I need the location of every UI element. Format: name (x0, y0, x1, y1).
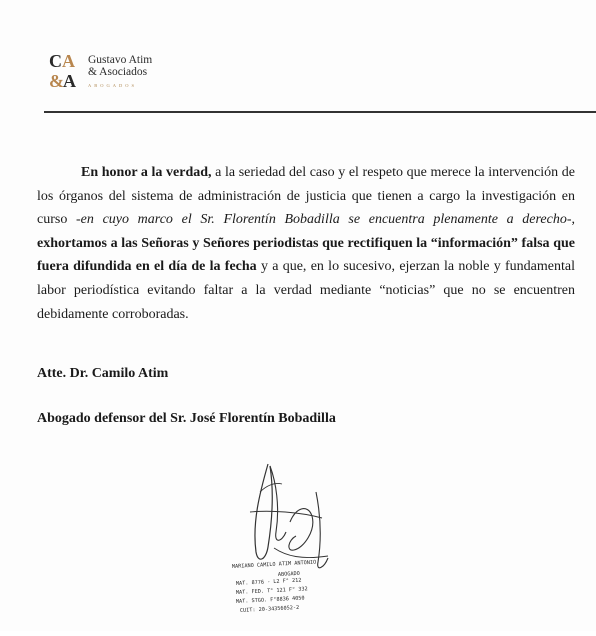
statement-paragraph (37, 161, 575, 326)
svg-text:C: C (49, 51, 62, 71)
svg-text:MAT. FED. T° 121 F° 332: MAT. FED. T° 121 F° 332 (235, 586, 308, 596)
svg-text:MAT. STGO. F°8836 4050: MAT. STGO. F°8836 4050 (235, 595, 305, 605)
paragraph-part-1: a la seriedad del caso y el respeto que merece la intervención de los órganos del sistema de administración de justicia que tienen a cargo la investigación en curso (37, 165, 576, 228)
svg-text:MARIANO CAMILO ATIM ANTONIO: MARIANO CAMILO ATIM ANTONIO (231, 559, 317, 570)
paragraph-bold-exhortation: exhortamos a las Señoras y Señores periodistas que rectifiquen la “información” falsa que fuera difundida en el día de la fecha (37, 235, 575, 275)
svg-text:&: & (49, 71, 64, 90)
header-divider (44, 111, 596, 113)
svg-text:A: A (62, 51, 75, 71)
svg-text:A: A (63, 71, 76, 90)
firm-name-line3: ABOGADOS (88, 83, 138, 88)
firm-name (88, 54, 152, 92)
svg-text:MAT. 8776 - L2 F° 212: MAT. 8776 - L2 F° 212 (235, 577, 302, 587)
svg-text:ABOGADO: ABOGADO (277, 570, 300, 578)
firm-name-line2: & Asociados (88, 66, 148, 78)
handwritten-signature-with-stamp (230, 452, 370, 631)
paragraph-part-3: y a que, en lo sucesivo, ejerzan la noble y fundamental labor periodística evitando faltar a la verdad mediante “noticias” que no se encuentren debidamente corroboradas. (37, 259, 575, 322)
svg-text:CUIT: 20-34356052-2: CUIT: 20-34356052-2 (239, 604, 300, 614)
closing-role: Abogado defensor del Sr. José Florentín Bobadilla (37, 411, 336, 426)
firm-name-line1: Gustavo Atim (88, 54, 153, 66)
paragraph-part-2: , (571, 212, 576, 228)
lead-phrase: En honor a la verdad, (81, 165, 212, 180)
paragraph-italic: -en cuyo marco el Sr. Florentín Bobadilla se encuentra plenamente a derecho- (76, 212, 572, 228)
closing-atte: Atte. Dr. Camilo Atim (37, 366, 169, 381)
firm-logo (48, 50, 82, 90)
letterhead (48, 50, 152, 96)
